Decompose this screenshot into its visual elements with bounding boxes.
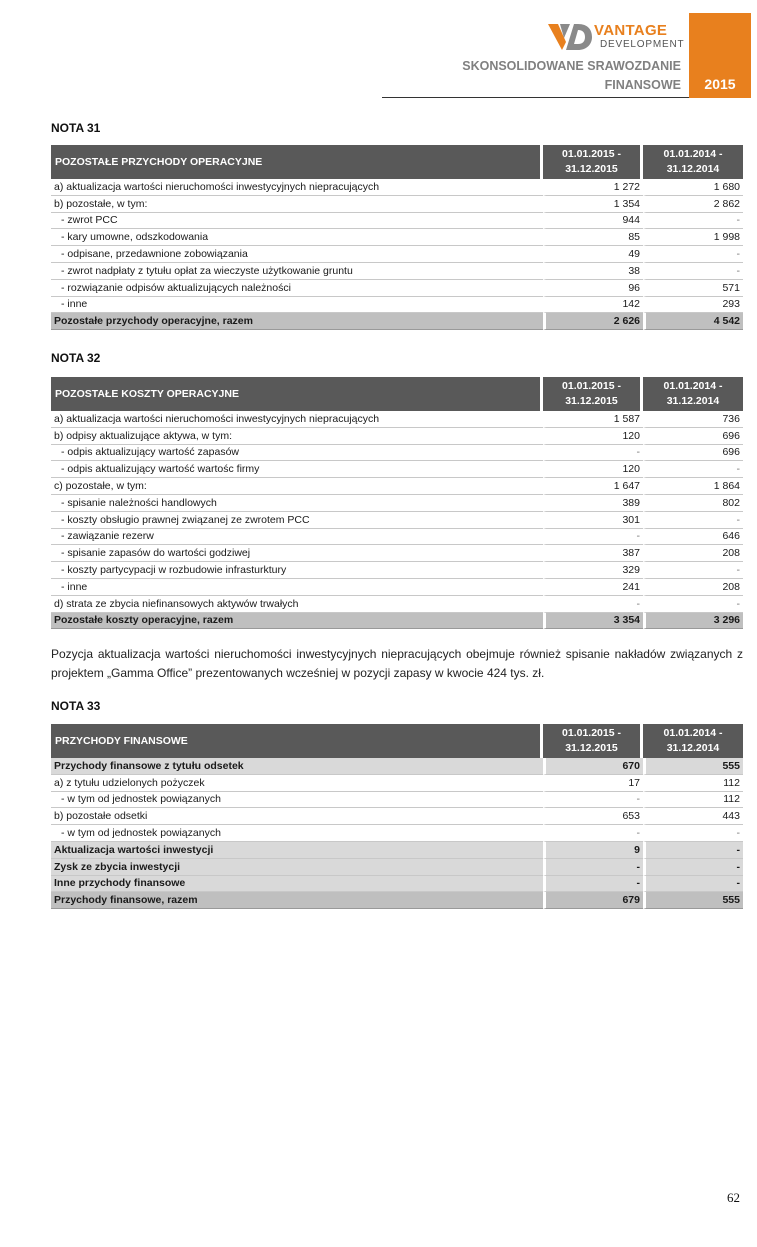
value-cell: - <box>543 596 643 613</box>
value-cell: 3 296 <box>643 613 743 630</box>
period-2014-header <box>643 377 743 411</box>
period-line: 01.01.2014 - <box>663 380 723 392</box>
period-line: 01.01.2015 - <box>562 380 621 392</box>
table-header-row <box>51 377 743 411</box>
table-row <box>51 825 743 842</box>
value-cell: 2 862 <box>643 196 743 213</box>
table-row <box>51 775 743 792</box>
value-cell: 387 <box>543 545 643 562</box>
value-cell: 679 <box>543 892 643 909</box>
nota33-title: NOTA 33 <box>51 699 101 713</box>
label-cell: - rozwiązanie odpisów aktualizujących należności <box>51 280 543 297</box>
label-cell: - koszty partycypacji w rozbudowie infrasturktury <box>51 562 543 579</box>
value-cell: 1 864 <box>643 478 743 495</box>
value-cell: - <box>643 859 743 876</box>
value-cell: - <box>543 859 643 876</box>
value-cell: 670 <box>543 758 643 775</box>
value-cell: 555 <box>643 758 743 775</box>
value-cell: - <box>643 842 743 859</box>
value-cell: 301 <box>543 512 643 529</box>
value-cell: 944 <box>543 213 643 230</box>
table-row <box>51 297 743 314</box>
table-row <box>51 876 743 893</box>
label-cell: a) z tytułu udzielonych pożyczek <box>51 775 543 792</box>
value-cell: - <box>543 529 643 546</box>
period-2015-header <box>543 377 643 411</box>
value-cell: 49 <box>543 246 643 263</box>
company-logo <box>548 20 685 54</box>
label-cell: - w tym od jednostek powiązanych <box>51 792 543 809</box>
period-2015-header <box>543 145 643 179</box>
value-cell: - <box>543 445 643 462</box>
label-cell: Inne przychody finansowe <box>51 876 543 893</box>
table-row <box>51 461 743 478</box>
label-cell: - w tym od jednostek powiązanych <box>51 825 543 842</box>
label-cell: - zawiązanie rezerw <box>51 529 543 546</box>
nota32-title: NOTA 32 <box>51 351 101 365</box>
value-cell: 696 <box>643 428 743 445</box>
label-cell: - zwrot PCC <box>51 213 543 230</box>
value-cell: 329 <box>543 562 643 579</box>
label-cell: d) strata ze zbycia niefinansowych aktywów trwałych <box>51 596 543 613</box>
label-cell: - inne <box>51 297 543 314</box>
table-row <box>51 529 743 546</box>
label-cell: Zysk ze zbycia inwestycji <box>51 859 543 876</box>
value-cell: 208 <box>643 579 743 596</box>
value-cell: 38 <box>543 263 643 280</box>
value-cell: - <box>643 213 743 230</box>
table-row <box>51 808 743 825</box>
period-line: 31.12.2014 <box>666 395 720 407</box>
value-cell: 646 <box>643 529 743 546</box>
value-cell: 208 <box>643 545 743 562</box>
value-cell: 736 <box>643 411 743 428</box>
period-2014-header <box>643 145 743 179</box>
table-row <box>51 246 743 263</box>
period-line: 31.12.2014 <box>666 742 720 754</box>
value-cell: 9 <box>543 842 643 859</box>
value-cell: - <box>543 825 643 842</box>
nota32-explanation: Pozycja aktualizacja wartości nieruchomości inwestycyjnych niepracujących obejmuje również spisanie nakładów związanych z projektem „Gamma Office” prezentowanych wcześniej w pozycji zapasy w kwocie 424 tys. zł. <box>51 647 743 680</box>
table-row <box>51 213 743 230</box>
label-cell: Aktualizacja wartości inwestycji <box>51 842 543 859</box>
label-cell: b) odpisy aktualizujące aktywa, w tym: <box>51 428 543 445</box>
period-2015-header <box>543 724 643 758</box>
report-title-line2: FINANSOWE <box>604 78 681 92</box>
table-row <box>51 263 743 280</box>
table-row <box>51 478 743 495</box>
label-cell: - spisanie należności handlowych <box>51 495 543 512</box>
value-cell: - <box>643 461 743 478</box>
table-header-label: POZOSTAŁE KOSZTY OPERACYJNE <box>51 377 543 411</box>
label-cell: - inne <box>51 579 543 596</box>
table-row <box>51 280 743 297</box>
header-divider <box>382 97 689 98</box>
value-cell: 1 647 <box>543 478 643 495</box>
value-cell: - <box>643 876 743 893</box>
page-number: 62 <box>727 1190 740 1205</box>
label-cell: Pozostałe koszty operacyjne, razem <box>51 613 543 630</box>
value-cell: 241 <box>543 579 643 596</box>
table-row <box>51 179 743 196</box>
report-title-line1: SKONSOLIDOWANE SRAWOZDANIE <box>462 59 681 73</box>
table-header-label: PRZYCHODY FINANSOWE <box>51 724 543 758</box>
period-line: 31.12.2015 <box>565 163 618 175</box>
label-cell: a) aktualizacja wartości nieruchomości inwestycyjnych niepracujących <box>51 411 543 428</box>
report-title <box>462 57 681 95</box>
label-cell: b) pozostałe, w tym: <box>51 196 543 213</box>
table-row <box>51 596 743 613</box>
label-cell: a) aktualizacja wartości nieruchomości inwestycyjnych niepracujących <box>51 179 543 196</box>
value-cell: 696 <box>643 445 743 462</box>
nota31-title: NOTA 31 <box>51 121 101 135</box>
period-2014-header <box>643 724 743 758</box>
table-row <box>51 859 743 876</box>
table-total-row <box>51 892 743 909</box>
label-cell: - spisanie zapasów do wartości godziwej <box>51 545 543 562</box>
value-cell: 2 626 <box>543 313 643 330</box>
table-row <box>51 428 743 445</box>
report-year: 2015 <box>704 76 736 92</box>
value-cell: 443 <box>643 808 743 825</box>
nota31-table <box>51 145 743 330</box>
value-cell: 571 <box>643 280 743 297</box>
value-cell: - <box>543 876 643 893</box>
value-cell: 653 <box>543 808 643 825</box>
table-header-row <box>51 724 743 758</box>
value-cell: - <box>643 596 743 613</box>
value-cell: 1 354 <box>543 196 643 213</box>
label-cell: - odpis aktualizujący wartość zapasów <box>51 445 543 462</box>
value-cell: - <box>643 246 743 263</box>
label-cell: b) pozostałe odsetki <box>51 808 543 825</box>
period-line: 01.01.2014 - <box>663 148 723 160</box>
table-header-row <box>51 145 743 179</box>
label-cell: Pozostałe przychody operacyjne, razem <box>51 313 543 330</box>
value-cell: 1 680 <box>643 179 743 196</box>
label-cell: - zwrot nadpłaty z tytułu opłat za wieczyste użytkowanie gruntu <box>51 263 543 280</box>
table-total-row <box>51 313 743 330</box>
value-cell: 17 <box>543 775 643 792</box>
period-line: 31.12.2015 <box>565 742 618 754</box>
table-row <box>51 792 743 809</box>
logo-wordmark: VANTAGE <box>594 22 668 39</box>
value-cell: 120 <box>543 461 643 478</box>
value-cell: 4 542 <box>643 313 743 330</box>
table-row <box>51 512 743 529</box>
table-row <box>51 562 743 579</box>
value-cell: 120 <box>543 428 643 445</box>
table-row <box>51 411 743 428</box>
value-cell: 555 <box>643 892 743 909</box>
value-cell: 112 <box>643 792 743 809</box>
value-cell: 1 272 <box>543 179 643 196</box>
table-total-row <box>51 613 743 630</box>
table-row <box>51 579 743 596</box>
table-row <box>51 758 743 775</box>
label-cell: - odpis aktualizujący wartość wartośc firmy <box>51 461 543 478</box>
label-cell: Przychody finansowe z tytułu odsetek <box>51 758 543 775</box>
table-row <box>51 495 743 512</box>
vd-logo-icon <box>548 22 592 52</box>
label-cell: - koszty obsługio prawnej związanej ze zwrotem PCC <box>51 512 543 529</box>
value-cell: 96 <box>543 280 643 297</box>
value-cell: 3 354 <box>543 613 643 630</box>
period-line: 31.12.2014 <box>666 163 720 175</box>
value-cell: 142 <box>543 297 643 314</box>
value-cell: 1 587 <box>543 411 643 428</box>
value-cell: 293 <box>643 297 743 314</box>
value-cell: - <box>643 263 743 280</box>
table-row <box>51 842 743 859</box>
label-cell: - kary umowne, odszkodowania <box>51 229 543 246</box>
value-cell: - <box>643 825 743 842</box>
value-cell: 112 <box>643 775 743 792</box>
label-cell: - odpisane, przedawnione zobowiązania <box>51 246 543 263</box>
table-header-label: POZOSTAŁE PRZYCHODY OPERACYJNE <box>51 145 543 179</box>
nota33-table <box>51 724 743 909</box>
value-cell: - <box>543 792 643 809</box>
value-cell: - <box>643 512 743 529</box>
label-cell: Przychody finansowe, razem <box>51 892 543 909</box>
value-cell: 85 <box>543 229 643 246</box>
table-row <box>51 445 743 462</box>
label-cell: c) pozostałe, w tym: <box>51 478 543 495</box>
table-row <box>51 229 743 246</box>
period-line: 01.01.2015 - <box>562 727 621 739</box>
period-line: 31.12.2015 <box>565 395 618 407</box>
period-line: 01.01.2015 - <box>562 148 621 160</box>
logo-subtitle: DEVELOPMENT <box>600 39 685 50</box>
nota32-table <box>51 377 743 629</box>
value-cell: 1 998 <box>643 229 743 246</box>
value-cell: - <box>643 562 743 579</box>
value-cell: 389 <box>543 495 643 512</box>
table-row <box>51 545 743 562</box>
value-cell: 802 <box>643 495 743 512</box>
period-line: 01.01.2014 - <box>663 727 723 739</box>
table-row <box>51 196 743 213</box>
